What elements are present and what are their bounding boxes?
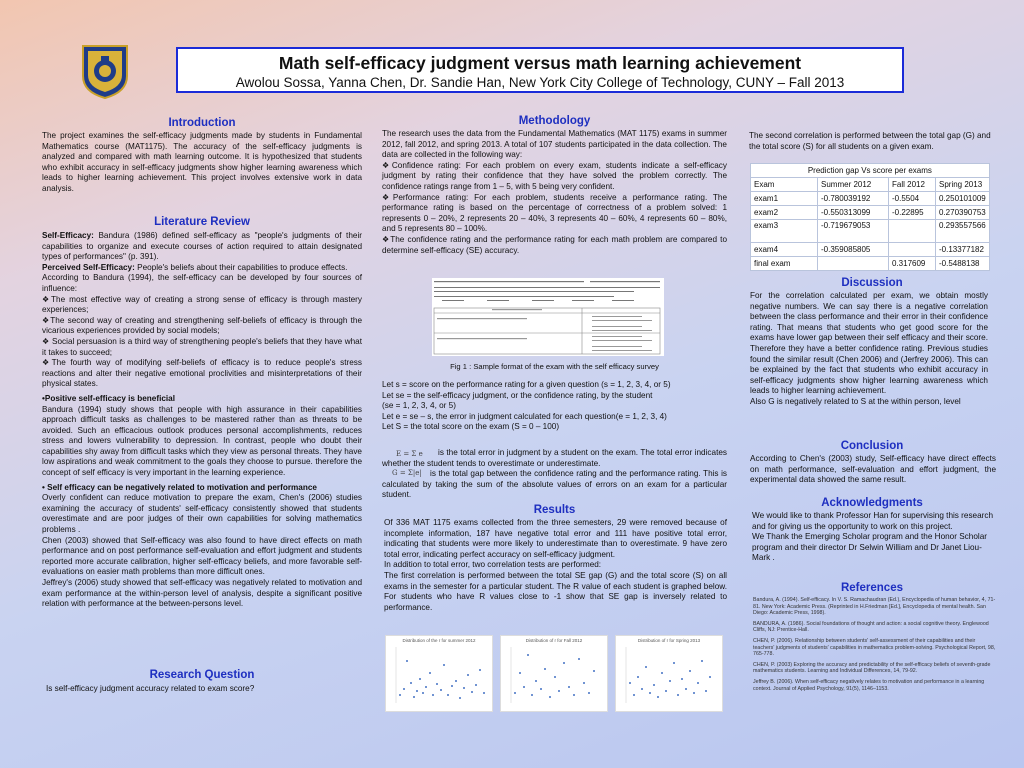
table-cell: 0.293557566: [936, 220, 990, 243]
perceived-self-efficacy: Perceived Self-Efficacy: People's beliefs about their capabilities to produce effects.: [42, 262, 348, 272]
positive-efficacy-heading: •Positive self-efficacy is beneficial: [42, 393, 176, 403]
table-cell: exam3: [751, 220, 818, 243]
scatter-plot: [501, 643, 607, 707]
negative-efficacy-text-3: Jeffrey's (2006) study showed that self-efficacy was negatively related to motivation and exam performance at the within-person level of analysis, despite a significant positive relation with performance at the between-persons level.: [42, 578, 362, 609]
total-gap-text: is the total gap between the confidence rating and the performance rating. This is calculated by taking the sum of the absolute values of errors on an exam for a particular student.: [382, 469, 727, 500]
reference-item: CHEN, P. (2003) Exploring the accuracy and predictability of the self-efficacy beliefs of seventh-grade mathematics students. Learning and Individual Differences, 14, 79-92.: [753, 661, 991, 675]
table-header: Exam: [751, 178, 818, 192]
methodology-intro: The research uses the data from the Fundamental Mathematics (MAT 1175) exams in summer 2012, fall 2012, and spring 2013. A total of 107 students participated in the data collection. The data are collected in the following way:: [382, 129, 727, 160]
acknowledgment-text-2: We Thank the Emerging Scholar program and the Honor Scholar program and their director Dr Selwin William and Dr Janet Liou-Mark .: [752, 532, 987, 563]
reference-item: CHEN, P. (2006). Relationship between students' self-assessment of their capabilities and their teachers' judgments of students' capabilities in mathematics problem-solving. Psychological Report, 98, 765-778.: [753, 637, 996, 658]
chart-fall-2012: [500, 635, 608, 712]
table-cell: -0.5504: [889, 192, 936, 206]
table-cell: exam2: [751, 206, 818, 220]
confidence-rating-bullet: ❖Confidence rating: For each problem on every exam, students indicate a self-efficacy judgment by rating their confidence that they have solved the problem correctly. The confidence ratings range from 1 – 5, with 5 being very confident.: [382, 160, 727, 191]
performance-rating-bullet: ❖Performance rating: For each problem, students receive a performance rating. The performance rating is based on the percentage of correctness of a problem solved: 1 represents 0 – 20%, 2 represents 20 – 40%, 3 represents 40 – 60%, 4 represents 60 – 80%, and 5 represents 80 – 100%.: [382, 192, 727, 234]
table-cell: [818, 257, 889, 271]
exam-survey-figure: [432, 278, 664, 356]
table-cell: 0.250101009: [936, 192, 990, 206]
discussion-text-2: Also G is negatively related to S at the within person, level: [750, 396, 961, 406]
definition-line: (se = 1, 2, 3, 4, or 5): [382, 401, 456, 411]
self-efficacy-definition: Self-Efficacy: Bandura (1986) defined self-efficacy as "people's judgments of their capabilities to organize and execute courses of action required to attain designated types of performances" (p. 391).: [42, 231, 362, 262]
four-sources-intro: According to Bandura (1994), the self-efficacy can be developed by four sources of influence:: [42, 273, 362, 293]
svg-text:E = Σ e: E = Σ e: [396, 450, 423, 458]
variable-definitions: [382, 380, 727, 433]
negative-efficacy-heading: • Self efficacy can be negatively related to motivation and performance: [42, 482, 317, 492]
research-question-text: Is self-efficacy judgment accuracy related to exam score?: [46, 684, 255, 693]
figure-caption: Fig 1 : Sample format of the exam with the self efficacy survey: [450, 362, 659, 371]
results-heading: Results: [533, 504, 576, 516]
table-cell: -0.719679053: [818, 220, 889, 243]
table-cell: -0.13377182: [936, 243, 990, 257]
research-question-heading: Research Question: [149, 669, 255, 681]
introduction-text: The project examines the self-efficacy judgments made by students in Fundamental Mathematics course (MAT1175). The accuracy of the self-efficacy judgments is analyzed and compared with math learning outcome. It is hypothesized that students who exhibit accuracy in self-efficacy judgments show higher learning awareness which leads to higher learning achievement. This project involves extensive work in data analysis.: [42, 131, 362, 193]
prediction-gap-table: [750, 163, 990, 271]
table-cell: -0.780039192: [818, 192, 889, 206]
literature-review-body: [42, 231, 362, 610]
poster-title-box: [176, 47, 904, 93]
references-list: [753, 597, 996, 696]
methodology-heading: Methodology: [518, 115, 591, 127]
table-cell: final exam: [751, 257, 818, 271]
definition-line: Let e = se – s, the error in judgment calculated for each question(e = 1, 2, 3, 4): [382, 411, 667, 421]
table-row: [751, 192, 990, 206]
acknowledgment-text: We would like to thank Professor Han for supervising this research and for giving us the opportunity to work on this project.: [752, 511, 994, 531]
negative-efficacy-text-2: Chen (2003) showed that Self-efficacy was also found to have direct effects on math performance and on post performance self-evaluation and effort judgment and students reported more accurate calibration, higher self-efficacy beliefs, and more favorable self-evaluations on easier math problems than more difficult ones.: [42, 535, 362, 577]
table-header: Fall 2012: [889, 178, 936, 192]
table-cell: 0.317609: [889, 257, 936, 271]
table-cell: -0.5488138: [936, 257, 990, 271]
source-bullet: ❖The most effective way of creating a strong sense of efficacy is through mastery experiences;: [42, 294, 362, 315]
table-cell: -0.550313099: [818, 206, 889, 220]
table-cell: [889, 220, 936, 243]
reference-item: Jeffrey B. (2006). When self-efficacy negatively relates to motivation and performance in a learning context. Journal of Applied Psychology, 91(5), 1146–1153.: [753, 678, 985, 692]
table-header: Spring 2013: [936, 178, 990, 192]
table-cell: [889, 243, 936, 257]
poster-title: Math self-efficacy judgment versus math learning achievement: [278, 53, 802, 73]
results-correlation-intro: In addition to total error, two correlation tests are performed:: [384, 560, 602, 570]
reference-item: Bandura, A. (1994). Self-efficacy. In V. S. Ramachaudran (Ed.), Encyclopedia of human behavior, 4, 71-81. New York: Academic Press. (Reprinted in H.Friedman [Ed.], Encyclopedia of mental health. San Diego: Academic Press, 1998).: [753, 597, 996, 617]
discussion-body: [750, 291, 988, 408]
definition-line: Let S = the total score on the exam (S = 0 – 100): [382, 422, 560, 432]
table-cell: exam4: [751, 243, 818, 257]
source-bullet: ❖The fourth way of modifying self-beliefs of efficacy is to reduce people's stress reactions and alter their negative emotional proclivities and misinterpretations of their physical states.: [42, 358, 362, 389]
equation-explanations: [382, 448, 727, 501]
chart-title: Distribution of r for Fall 2012: [525, 638, 583, 643]
scatter-plot: [386, 643, 492, 707]
table-cell: exam1: [751, 192, 818, 206]
total-error-text: is the total error in judgment by a student on the exam. The total error indicates whether the student tends to overestimate or underestimate.: [382, 448, 727, 468]
chart-title: Distribution of r for Spring 2013: [637, 638, 701, 643]
source-bullet: ❖The second way of creating and strengthening self-beliefs of efficacy is through the vicarious experiences provided by social models;: [42, 315, 362, 336]
scatter-plot: [616, 643, 722, 707]
chart-spring-2013: [615, 635, 723, 712]
definition-line: Let se = the self-efficacy judgment, or the confidence rating, by the student: [382, 390, 653, 400]
definition-line: Let s = score on the performance rating for a given question (s = 1, 2, 3, 4, or 5): [382, 380, 671, 389]
reference-item: BANDURA, A. (1986). Social foundations of thought and action: a social cognitive theory. Englewood Cliffs, NJ: Prentice-Hall.: [753, 620, 989, 634]
introduction-heading: Introduction: [168, 117, 236, 129]
table-caption: Prediction gap Vs score per exams: [751, 164, 990, 178]
results-summary: Of 336 MAT 1175 exams collected from the three semesters, 29 were removed because of incomplete information, 187 have negative total error and 111 have positive total error, indicating that students were more likely to underestimate than to overestimate. 9 have zero total error, indicating perfect accuracy on self-efficacy judgment.: [384, 518, 727, 559]
methodology-body: [382, 129, 727, 256]
acknowledgments-heading: Acknowledgments: [821, 497, 923, 509]
table-cell: 0.270390753: [936, 206, 990, 220]
references-heading: References: [840, 582, 903, 594]
svg-text:G = Σ|e|: G = Σ|e|: [392, 469, 422, 477]
table-header-row: [751, 178, 990, 192]
results-body: [384, 518, 727, 613]
table-header: Summer 2012: [818, 178, 889, 192]
second-correlation-text: The second correlation is performed between the total gap (G) and the total score (S) for all students on a given exam.: [749, 131, 991, 151]
results-first-correlation: The first correlation is performed between the total SE gap (G) and the total score (S) on all exams in the semester for a particular student. The R value of each student is graphed below. For students who have R values close to -1 show that SE gap is inversely related to performance.: [384, 570, 727, 612]
chart-summer-2012: [385, 635, 493, 712]
chart-title: Distribution of the r for summer 2012: [402, 638, 476, 643]
table-row: [751, 243, 990, 257]
conclusion-text: According to Chen's (2003) study, Self-efficacy have direct effects on math performance, self-evaluation and effort judgment, the experimental data showed the same result.: [750, 454, 996, 485]
source-bullet: ❖ Social persuasion is a third way of strengthening people's beliefs that they have what it takes to succeed;: [42, 336, 362, 357]
negative-efficacy-text: Overly confident can reduce motivation to prepare the exam, Chen's (2006) studies examining the accuracy of students' self-efficacy consistently showed that students overestimate and are poor judges of their own capabilities for solving mathematics problems .: [42, 493, 362, 535]
acknowledgments-body: [752, 511, 996, 564]
table-row: [751, 220, 990, 243]
positive-efficacy-text: Bandura (1994) study shows that people with high assurance in their capabilities approach difficult tasks as challenges to be mastered rather than as threats to be avoided. Such an efficacious outlook produces personal accomplishments, reduces stress and lowers vulnerability to depression. In contrast, people who doubt their capabilities shy away from difficult tasks which they view as personal threats. They have low aspirations and weak commitment to the goals they choose to pursue. therefore the concept of self efficacy is very important in the learning experience.: [42, 404, 362, 478]
comparison-bullet: ❖The confidence rating and the performance rating for each math problem are compared to determine self-efficacy (SE) accuracy.: [382, 234, 727, 255]
discussion-text: For the correlation calculated per exam, we obtain mostly negative numbers. We can say there is a negative correlation between the class performance and their error in their confidence rating. That means that students who get good score for the exams have lower gap between their self efficacy and their score. Therefore they have a better confidence rating. Previous studies found the similar result (Chen 2006) and (Jerfrey 2006). This can be explained by the fact that students who exhibit accuracy in self-efficacy judgments show higher learning awareness which leads to higher learning achievement.: [750, 291, 988, 396]
conclusion-heading: Conclusion: [840, 440, 904, 452]
table-row: [751, 206, 990, 220]
table-cell: -0.359085805: [818, 243, 889, 257]
college-seal-logo: [80, 42, 130, 100]
poster-authors: Awolou Sossa, Yanna Chen, Dr. Sandie Han, New York City College of Technology, CUNY – Fall 2013: [235, 75, 845, 90]
discussion-heading: Discussion: [841, 277, 903, 289]
table-cell: -0.22895: [889, 206, 936, 220]
literature-review-heading: Literature Review: [154, 216, 250, 228]
table-row: [751, 257, 990, 271]
